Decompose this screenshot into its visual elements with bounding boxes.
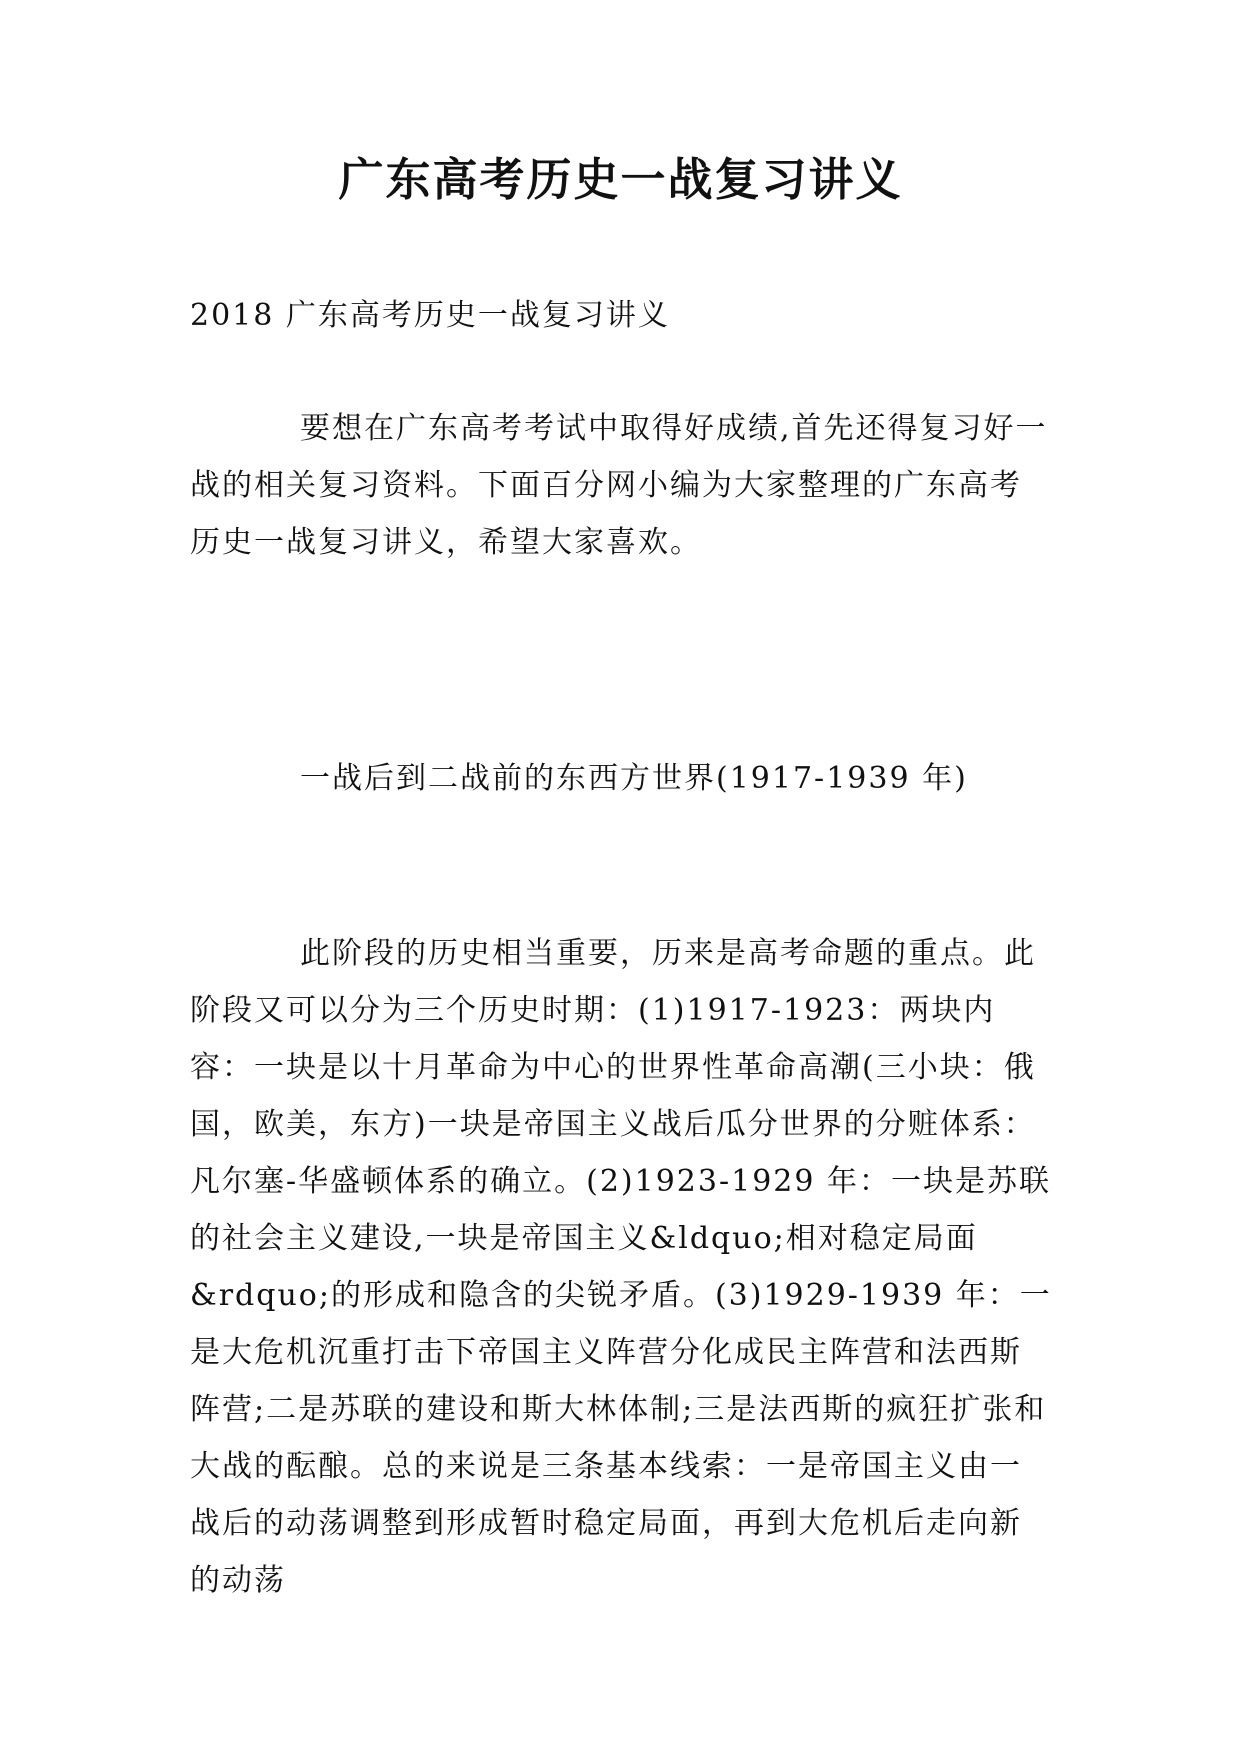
document-title: 广东高考历史一战复习讲义: [338, 153, 903, 206]
document-subtitle: 2018 广东高考历史一战复习讲义: [190, 298, 670, 333]
body-paragraph: 此阶段的历史相当重要，历来是高考命题的重点。此阶段又可以分为三个历史时期：(1)1917-1923：两块内容：一块是以十月革命为中心的世界性革命高潮(三小块：俄国，欧美，东方)一块是帝国主义战后瓜分世界的分赃体系：凡尔塞-华盛顿体系的确立。(2)1923-1929 年：一块是苏联的社会主义建设,一块是帝国主义&ldquo;相对稳定局面&rdquo;的形成和隐含的尖锐矛盾。(3)1929-1939 年：一是大危机沉重打击下帝国主义阵营分化成民主阵营和法西斯阵营;二是苏联的建设和斯大林体制;三是法西斯的疯狂扩张和大战的酝酿。总的来说是三条基本线索：一是帝国主义由一战后的动荡调整到形成暂时稳定局面，再到大危机后走向新的动荡: [190, 936, 1052, 1598]
intro-paragraph: 要想在广东高考考试中取得好成绩,首先还得复习好一战的相关复习资料。下面百分网小编为大家整理的广东高考历史一战复习讲义，希望大家喜欢。: [190, 411, 1048, 560]
section-heading: 一战后到二战前的东西方世界(1917-1939 年): [300, 761, 968, 796]
